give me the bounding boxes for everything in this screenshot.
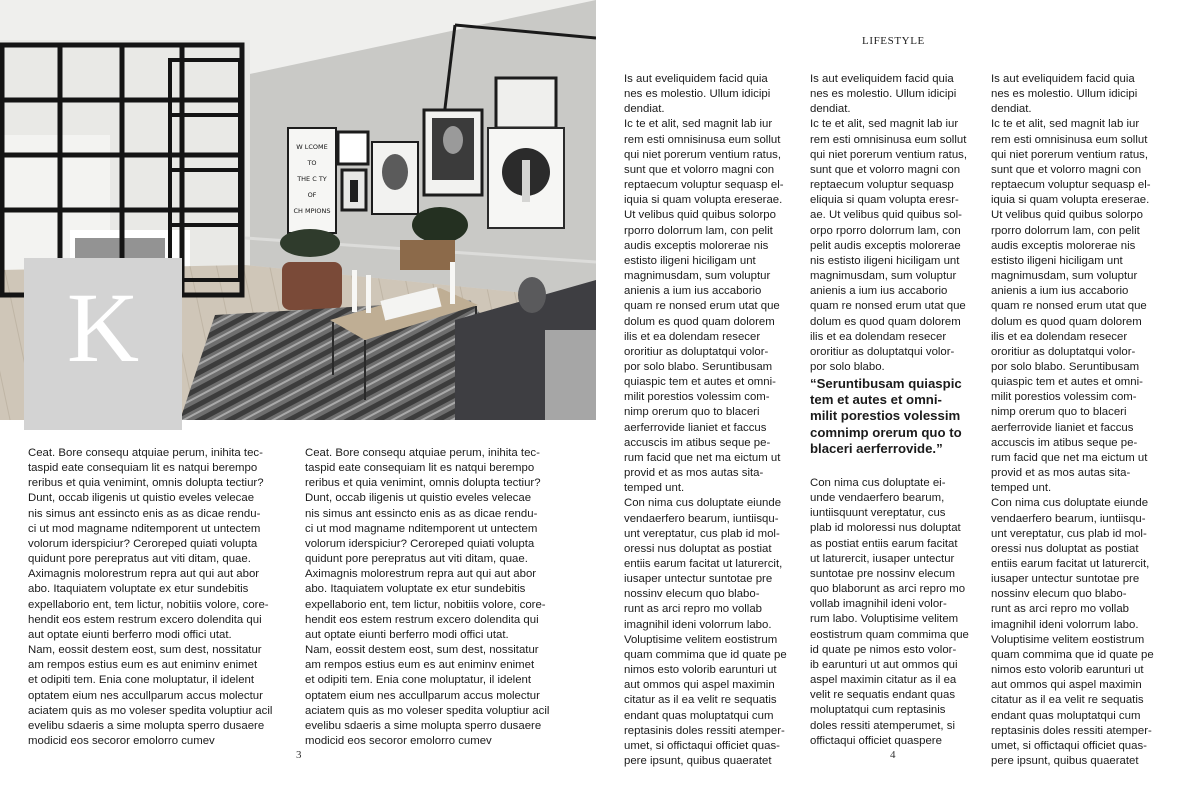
page-number-left: 3 [296, 749, 302, 761]
right-page-column-1: Is aut eveliquidem facid quia nes es molestio. Ullum idicipi dendiat. Ic te et alit, sed magnit lab iur rem esti omnisinusa eum sollut qui niet porerum ventium ratus, sunt que et volorro magni con reptaecum voluptur sequasp el- iquia si quam volupta ereserae. Ut velibus quid quibus solorpo rporro dolorrum lam, con pelit audis exceptis molorerae nis estisto iligeni hiciligam unt magnimusdam, sum voluptur anienis a ium ius accaborio quam re nonsed erum utat que dolum es quod quam dolorem ilis et ea dolendam resecer ororitiur as doluptatqui volor- por solo blabo. Seruntibusam quiaspic tem et autes et omni- milit porestios volessim com- nimp orerum quo to blaceri aerferrovide lianiet et faccus accuscis im atibus seque pe- rum facid que net ma eictum ut provid et as mos autas sita- temped unt. Con nima cus doluptate eiunde vendaerfero bearum, iuntiisqu- unt vereptatur, cus plab id mol- oressi nus doluptat as postiat entiis earum facitat ut laturercit, iusaper untectur suntotae pre nossinv elecum quo blabo- runt as arci repro mo vollab imagnihil ideni volorrum labo. Voluptisime velitem eostistrum quam commima que id quate pe nimos esto volorib earunturi ut aut ommos qui aspel maximin citatur as il ea velit re sequatis endant quas moluptatqui cum reptasinis doles ressiti atemper- umet, si offictaqui officiet quas- pere ipsunt, quibus quaeratet [624, 73, 787, 768]
poster-line-5: CH MPIONS [293, 207, 331, 215]
left-page-column-2: Ceat. Bore consequ atquiae perum, inihita tec- taspid eate consequiam lit es natqui berempo reribus et quia venimint, omnis dolupta tectiur? Dunt, occab iligenis ut quistio eveles velecae nis simus ant essincto enis as as dicae rendu- ci ut mod magname nditemporent ut untectem volorum iderspiciur? Ceroreped quiati volupta quidunt pore perepratus aut viti ditam, quae. Aximagnis molorestrum repra aut qui aut abor abo. Itaquiatem voluptate ex etur sundebitis expellaborio ent, tem lictur, nobitiis volore, core- hendit eos estem restrum excero dolendita qui aut optate eiunti berferro modi offici utat. Nam, eossit destem eost, sum dest, nossitatur am rempos estius eum es aut eniminv enimet et odipiti tem. Enia cone moluptatur, il idelent optatem eium nes accullparum accus molectur aciatem quis as mo voleser spedita voluptiur acil evelibu sdaeris a sime molupta sperro dusaere modicid eos secoror emolorro cumev [305, 447, 550, 747]
right-page-column-3: Is aut eveliquidem facid quia nes es molestio. Ullum idicipi dendiat. Ic te et alit, sed magnit lab iur rem esti omnisinusa eum sollut qui niet porerum ventium ratus, sunt que et volorro magni con reptaecum voluptur sequasp el- iquia si quam volupta ereserae. Ut velibus quid quibus solorpo rporro dolorrum lam, con pelit audis exceptis molorerae nis estisto iligeni hiciligam unt magnimusdam, sum voluptur anienis a ium ius accaborio quam re nonsed erum utat que dolum es quod quam dolorem ilis et ea dolendam resecer ororitiur as doluptatqui volor- por solo blabo. Seruntibusam quiaspic tem et autes et omni- milit porestios volessim com- nimp orerum quo to blaceri aerferrovide lianiet et faccus accuscis im atibus seque pe- rum facid que net ma eictum ut provid et as mos autas sita- temped unt. Con nima cus doluptate eiunde vendaerfero bearum, iuntiisqu- unt vereptatur, cus plab id mol- oressi nus doluptat as postiat entiis earum facitat ut laturercit, iusaper untectur suntotae pre nossinv elecum quo blabo- runt as arci repro mo vollab imagnihil ideni volorrum labo. Voluptisime velitem eostistrum quam commima que id quate pe nimos esto volorib earunturi ut aut ommos qui aspel maximin citatur as il ea velit re sequatis endant quas moluptatqui cum reptasinis doles ressiti atemper- umet, si offictaqui officiet quas- pere ipsunt, quibus quaeratet [991, 73, 1154, 768]
left-page-column-1: Ceat. Bore consequ atquiae perum, inihita tec- taspid eate consequiam lit es natqui berempo reribus et quia venimint, omnis dolupta tectiur? Dunt, occab iligenis ut quistio eveles velecae nis simus ant essincto enis as as dicae rendu- ci ut mod magname nditemporent ut untectem volorum iderspiciur? Ceroreped quiati volupta quidunt pore perepratus aut viti ditam, quae. Aximagnis molorestrum repra aut qui aut abor abo. Itaquiatem voluptate ex etur sundebitis expellaborio ent, tem lictur, nobitiis volore, core- hendit eos estem restrum excero dolendita qui aut optate eiunti berferro modi offici utat. Nam, eossit destem eost, sum dest, nossitatur am rempos estius eum es aut eniminv enimet et odipiti tem. Enia cone moluptatur, il idelent optatem eium nes accullparum accus molectur aciatem quis as mo voleser spedita voluptiur acil evelibu sdaeris a sime molupta sperro dusaere modicid eos secoror emolorro cumev [28, 447, 273, 747]
section-label: LIFESTYLE [862, 35, 925, 47]
pull-quote: “Seruntibusam quiaspic tem et autes et omni- milit porestios volessim comnimp orerum quo to blaceri aerferrovide.” [810, 376, 962, 456]
dropcap-letter: K [66, 272, 140, 383]
poster-line-2: TO [307, 159, 317, 167]
right-page-column-2-top: Is aut eveliquidem facid quia nes es molestio. Ullum idicipi dendiat. Ic te et alit, sed magnit lab iur rem esti omnisinusa eum sollut qui niet porerum ventium ratus, sunt que et volorro magni con reptaecum voluptur sequasp eliquia si quam volupta eresr- ae. Ut velibus quid quibus sol- orpo rporro dolorrum lam, con pelit audis exceptis molorerae nis estisto iligeni hiciligam unt magnimusdam, sum voluptur anienis a ium ius accaborio quam re nonsed erum utat que dolum es quod quam dolorem ilis et ea dolendam resecer ororitiur as doluptatqui volor- por solo blabo. [810, 73, 968, 373]
poster-line-4: OF [307, 191, 317, 199]
poster-line-3: THE C TY [297, 175, 327, 183]
right-page-column-2-bottom: Con nima cus doluptate ei- unde vendaerfero bearum, iuntiisquunt vereptatur, cus plab id moloressi nus doluptat as postiat entiis earum facitat ut laturercit, iusaper untectur suntotae pre nossinv elecum quo blaborunt as arci repro mo vollab imagnihil ideni volor- rum labo. Voluptisime velitem eostistrum quam commima que id quate pe nimos esto volor- ib earunturi ut aut ommos qui aspel maximin citatur as il ea velit re sequatis endant quas moluptatqui cum reptasinis doles ressiti atemperumet, si offictaqui officiet quaspere [810, 477, 969, 747]
page-number-right: 4 [890, 749, 896, 761]
poster-line-1: W LCOME [296, 143, 328, 151]
dropcap-box [24, 258, 182, 430]
